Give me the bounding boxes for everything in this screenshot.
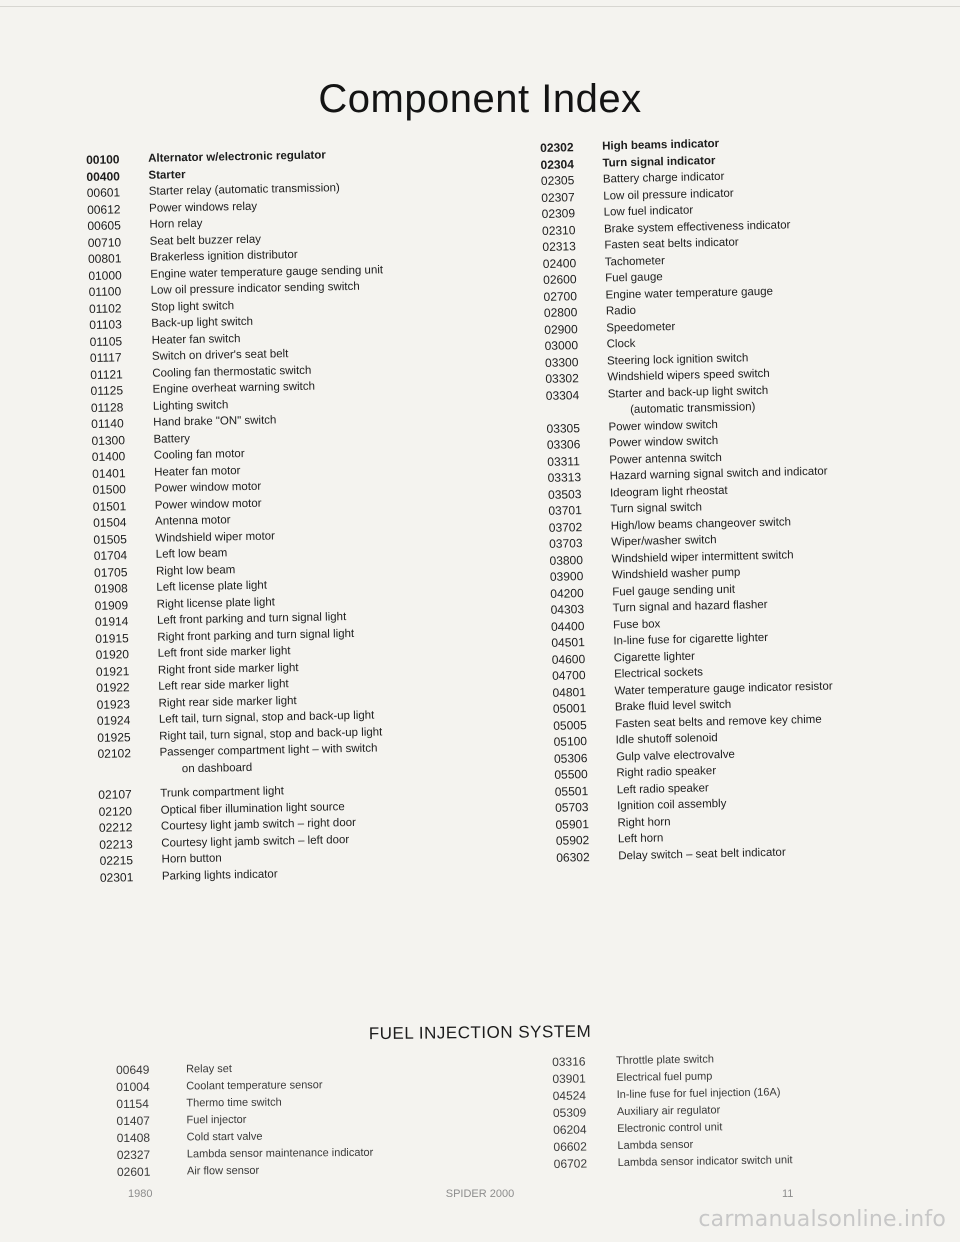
component-code: 00605	[87, 218, 121, 233]
component-description: Back-up light switch	[151, 315, 254, 330]
component-description: Cooling fan motor	[153, 448, 245, 462]
component-description: Low oil pressure indicator sending switch	[150, 280, 360, 297]
component-description: Fasten seat belts and remove key chime	[615, 713, 822, 730]
component-description: Windshield wipers speed switch	[607, 367, 770, 384]
component-description: Horn relay	[149, 217, 203, 231]
component-code: 01103	[89, 317, 122, 332]
component-description: Tachometer	[604, 254, 666, 269]
component-description: Lambda sensor indicator switch unit	[617, 1154, 793, 1169]
component-code: 02305	[540, 173, 575, 188]
component-description: Passenger compartment light – with switch	[159, 742, 378, 759]
component-code: 00601	[86, 185, 121, 200]
component-code: 01004	[116, 1079, 150, 1094]
component-code: 03304	[545, 387, 580, 403]
fuel-injection-heading: FUEL INJECTION SYSTEM	[368, 1021, 592, 1044]
component-description: Left low beam	[155, 547, 228, 561]
component-code: 04801	[552, 684, 587, 700]
component-code: 03503	[547, 486, 582, 502]
component-description: Turn signal and hazard flasher	[612, 598, 768, 615]
component-code: 00400	[86, 168, 120, 184]
component-description: Hand brake "ON" switch	[153, 414, 277, 429]
component-code: 01909	[94, 597, 129, 613]
component-code: 05100	[553, 734, 588, 749]
component-code: 05500	[554, 767, 588, 782]
component-code	[546, 403, 608, 421]
component-description: Relay set	[186, 1062, 232, 1076]
component-description: Turn signal switch	[610, 501, 703, 516]
component-code: 01125	[90, 383, 124, 398]
component-description: Left horn	[617, 832, 664, 846]
component-code: 02120	[98, 803, 133, 819]
component-description: Left radio speaker	[616, 781, 709, 796]
component-description: Right radio speaker	[616, 765, 717, 780]
component-code	[98, 761, 160, 779]
component-description: Brakerless ignition distributor	[149, 248, 298, 264]
component-description: Fuse box	[612, 617, 661, 631]
component-description: Windshield wiper motor	[155, 529, 276, 545]
component-description: Right low beam	[155, 563, 236, 578]
component-code: 03306	[546, 437, 581, 452]
component-description: Delay switch – seat belt indicator	[618, 846, 786, 862]
component-description: (automatic transmission)	[630, 401, 756, 417]
component-code: 04303	[550, 602, 585, 617]
component-description: Air flow sensor	[186, 1164, 260, 1178]
component-description: Stop light switch	[150, 299, 235, 314]
component-description: Right front parking and turn signal light	[157, 627, 355, 644]
component-description: Fasten seat belts indicator	[604, 236, 739, 252]
component-description: Fuel gauge sending unit	[612, 583, 736, 598]
fuel-list-left	[116, 1060, 374, 1181]
component-description: Battery charge indicator	[602, 170, 725, 186]
component-description: Radio	[605, 304, 637, 318]
component-code: 03305	[546, 420, 581, 436]
component-description: Low fuel indicator	[603, 204, 694, 219]
component-description: Brake system effectiveness indicator	[603, 218, 791, 236]
component-description: Parking lights indicator	[161, 867, 278, 883]
component-code: 01922	[96, 680, 130, 695]
component-code: 01500	[92, 482, 126, 497]
component-code: 02700	[543, 288, 578, 304]
component-code: 02307	[541, 189, 575, 205]
component-description: Engine overheat warning switch	[152, 380, 316, 396]
component-description: Right tail, turn signal, stop and back-up light	[159, 725, 383, 743]
component-code: 00801	[87, 251, 122, 266]
component-code: 01401	[92, 465, 126, 481]
component-description: Windshield wiper intermittent switch	[611, 548, 794, 565]
component-code: 02400	[542, 255, 577, 271]
component-description: Auxiliary air regulator	[616, 1104, 721, 1118]
footer-year: 1980	[128, 1188, 153, 1200]
component-description: Water temperature gauge indicator resistor	[614, 680, 833, 697]
component-description: Optical fiber illumination light source	[160, 800, 345, 817]
component-description: Speedometer	[606, 320, 676, 335]
component-code: 01154	[116, 1096, 149, 1111]
component-description: Ignition coil assembly	[617, 797, 727, 813]
component-code: 01000	[88, 267, 122, 283]
component-code: 05309	[552, 1105, 587, 1120]
component-description: Cigarette lighter	[613, 650, 696, 664]
component-code: 02309	[541, 206, 576, 221]
component-description: Left rear side marker light	[158, 678, 289, 693]
component-description: Starter	[148, 168, 186, 182]
component-description: Power window motor	[154, 480, 262, 495]
component-description: Lambda sensor	[617, 1138, 694, 1152]
component-description: Right rear side marker light	[158, 694, 297, 710]
component-code: 04700	[552, 668, 586, 683]
component-code: 02900	[544, 321, 578, 337]
component-list-right	[540, 134, 837, 866]
component-description: Power window switch	[608, 435, 719, 450]
component-description: Lambda sensor maintenance indicator	[186, 1146, 374, 1161]
component-code: 01924	[96, 713, 131, 728]
component-code: 03901	[552, 1071, 586, 1086]
component-code: 04524	[552, 1088, 587, 1103]
component-description: Left license plate light	[156, 579, 268, 594]
component-code: 03300	[544, 354, 579, 370]
component-code: 01908	[94, 581, 128, 596]
component-description: Starter and back-up light switch	[607, 384, 769, 401]
component-description: Throttle plate switch	[616, 1053, 715, 1067]
page-title: Component Index	[318, 76, 642, 121]
component-description: Lighting switch	[152, 398, 229, 413]
component-list-left	[86, 146, 395, 886]
component-code: 03316	[552, 1054, 586, 1069]
component-code: 04600	[551, 651, 586, 667]
component-description: Left tail, turn signal, stop and back-up light	[158, 709, 375, 726]
component-row	[554, 1152, 793, 1173]
component-code: 01914	[94, 614, 129, 629]
component-code: 01505	[93, 531, 127, 547]
component-code: 01117	[89, 350, 122, 365]
component-code: 02313	[542, 239, 576, 254]
component-code: 01128	[90, 399, 124, 415]
scan-edge-line	[0, 6, 960, 7]
component-code: 01140	[91, 416, 124, 431]
component-code: 02107	[98, 787, 132, 802]
component-code: 01100	[88, 284, 122, 299]
component-code: 01300	[91, 432, 126, 448]
component-description: Gulp valve electrovalve	[615, 748, 736, 763]
component-code: 02600	[543, 272, 577, 287]
component-code: 01407	[116, 1113, 150, 1128]
component-code: 02212	[98, 820, 133, 835]
component-code: 03800	[549, 552, 584, 568]
component-description: Right horn	[617, 815, 671, 829]
component-code: 01705	[93, 564, 128, 580]
component-code: 01121	[90, 366, 123, 382]
component-description: Battery	[153, 432, 191, 446]
component-code: 01925	[97, 729, 131, 745]
component-description: Left front parking and turn signal light	[156, 611, 347, 627]
component-code: 03900	[549, 569, 584, 584]
component-description: Brake fluid level switch	[614, 698, 732, 714]
component-description: Switch on driver's seat belt	[151, 348, 289, 363]
component-code: 05703	[554, 800, 589, 815]
component-code: 05501	[554, 783, 589, 799]
component-code: 01408	[116, 1130, 151, 1145]
component-description: In-line fuse for fuel injection (16A)	[616, 1086, 781, 1101]
component-code: 02310	[541, 222, 576, 238]
component-code: 02215	[99, 853, 134, 868]
component-description: Heater fan motor	[154, 464, 241, 479]
component-description: Steering lock ignition switch	[606, 351, 749, 368]
component-code: 01102	[88, 300, 122, 316]
component-description: High/low beams changeover switch	[610, 515, 792, 532]
footer-model: SPIDER 2000	[445, 1188, 515, 1200]
fuel-list-right	[552, 1050, 793, 1173]
component-description: Trunk compartment light	[160, 785, 285, 800]
footer-page-number: 11	[782, 1188, 794, 1200]
component-description: Windshield washer pump	[611, 566, 741, 582]
component-code: 05306	[553, 750, 588, 766]
component-code: 00100	[86, 152, 120, 167]
component-description: High beams indicator	[602, 137, 720, 153]
component-description: Right front side marker light	[157, 661, 299, 677]
component-code: 03302	[545, 371, 579, 386]
component-code: 05902	[555, 833, 590, 848]
component-code: 02601	[116, 1164, 151, 1179]
component-description: Electrical sockets	[614, 666, 704, 681]
component-description: Seat belt buzzer relay	[149, 233, 262, 248]
component-description: Turn signal indicator	[602, 154, 716, 170]
component-row	[117, 1162, 374, 1181]
component-code: 02301	[99, 869, 134, 885]
component-code: 03311	[547, 453, 580, 469]
component-code: 02304	[540, 156, 575, 172]
component-description: Antenna motor	[154, 514, 231, 528]
component-description: Power windows relay	[148, 200, 258, 215]
component-description: Engine water temperature gauge sending unit	[150, 263, 384, 281]
component-description: Courtesy light jamb switch – right door	[160, 816, 356, 833]
component-description: In-line fuse for cigarette lighter	[613, 631, 769, 648]
component-code: 01504	[92, 515, 127, 530]
component-code: 01920	[95, 647, 130, 662]
component-code: 01105	[89, 333, 123, 349]
component-description: Ideogram light rheostat	[609, 484, 728, 500]
component-code: 01915	[95, 630, 129, 646]
component-description: Idle shutoff solenoid	[615, 732, 718, 747]
component-code: 02800	[543, 305, 578, 320]
component-row	[117, 1145, 374, 1164]
component-code: 04200	[550, 585, 584, 601]
component-description: Wiper/washer switch	[611, 534, 717, 549]
component-description: Hazard warning signal switch and indicator	[609, 465, 828, 483]
watermark-text: carmanualsonline.info	[698, 1207, 946, 1232]
component-code: 03000	[544, 338, 579, 353]
component-code: 02102	[97, 746, 132, 761]
component-description: Left front side marker light	[157, 645, 291, 660]
component-code: 05901	[555, 816, 590, 832]
component-code: 03313	[547, 470, 582, 485]
component-code: 02213	[99, 836, 133, 852]
component-code: 02327	[116, 1147, 151, 1162]
component-description: Power window motor	[154, 497, 262, 512]
component-code: 06702	[553, 1156, 588, 1171]
component-code: 00710	[87, 234, 122, 250]
component-code: 04501	[551, 635, 585, 650]
component-description: Clock	[606, 337, 636, 351]
component-description: Starter relay (automatic transmission)	[148, 182, 340, 198]
component-code: 02302	[540, 140, 574, 155]
component-description: Cooling fan thermostatic switch	[152, 364, 312, 380]
component-description: Horn button	[161, 852, 222, 866]
component-description: Heater fan switch	[151, 332, 241, 347]
component-code: 00649	[116, 1062, 150, 1077]
component-description: Power antenna switch	[609, 451, 722, 467]
component-code: 06302	[556, 849, 590, 865]
component-code: 01923	[96, 696, 131, 712]
component-code: 01501	[92, 498, 127, 514]
component-code: 03702	[548, 519, 583, 535]
component-code: 05005	[553, 717, 587, 733]
component-code: 06602	[553, 1139, 587, 1154]
component-description: Power window switch	[608, 418, 718, 434]
component-description: Thermo time switch	[186, 1096, 282, 1110]
component-code: 00612	[86, 201, 121, 217]
component-code: 05001	[552, 701, 587, 716]
component-code: 06204	[553, 1122, 587, 1137]
component-description: Engine water temperature gauge	[605, 285, 774, 302]
component-description: Electrical fuel pump	[616, 1070, 713, 1084]
component-code: 01400	[91, 449, 126, 464]
component-description: Electronic control unit	[617, 1121, 723, 1135]
component-description: Cold start valve	[186, 1130, 263, 1144]
component-code: 03703	[549, 536, 583, 551]
component-description: Low oil pressure indicator	[603, 187, 734, 203]
component-code: 01704	[93, 548, 128, 563]
component-description: Courtesy light jamb switch – left door	[161, 833, 350, 850]
component-description: Coolant temperature sensor	[186, 1079, 323, 1093]
component-code: 04400	[550, 618, 585, 634]
component-description: Fuel gauge	[605, 271, 663, 285]
component-code: 01921	[95, 663, 130, 679]
component-description: on dashboard	[181, 761, 253, 775]
component-description: Fuel injector	[186, 1113, 247, 1127]
component-description: Right license plate light	[156, 595, 276, 611]
component-code: 03701	[548, 503, 582, 518]
component-description: Alternator w/electronic regulator	[148, 149, 326, 165]
